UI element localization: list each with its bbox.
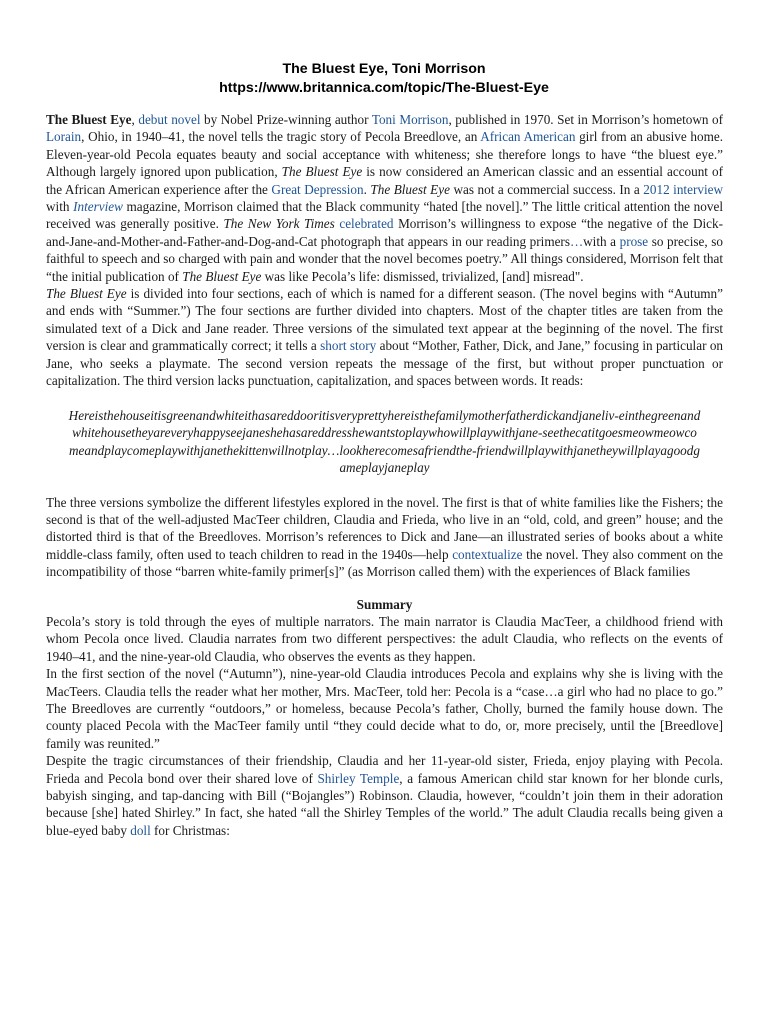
link-2012-interview[interactable]: 2012 interview xyxy=(643,181,723,197)
link-ellipsis[interactable]: … xyxy=(569,233,584,249)
text: The three versions symbolize the different lifestyles explored in the novel. The first is that of white families like the Fishers; the second is that of the well-adjusted MacTeer children, Claudia and Frieda, who live in an “old, cold, and green” house; and the distorted third is that of the Breedloves. Morrison’s references to Dick and Jane—an illustrated series of books about a white middle-class family, often used to teach children to read in the 1940s—help xyxy=(46,494,723,562)
link-interview-magazine[interactable] xyxy=(73,199,123,214)
text: was not a commercial success. In a xyxy=(449,181,644,197)
italic-title: The Bluest Eye xyxy=(370,181,450,197)
page-title: The Bluest Eye, Toni Morrison xyxy=(282,61,486,77)
text: the novel. They also comment on the incompatibility of those “barren white-family primer[s]” (as Morrison called them) with the experiences of Black families xyxy=(46,546,723,580)
primer-quote: Hereisthehouseitisgreenandwhiteithasareddooritisveryprettyhereisthefamilymotherfatherdickandjaneliv-einthegreenandwhitehousetheyareveryhappyseejaneshehasareddresshewantstoplaywhowillplaywithjane-seethecatitgoesmeowmeowcomeandplaycomeplaywithjanethekittenwillnotplay…lookherecomesafriendthe-friendwillplaywithjanetheywillplayagoodgameplayjaneplay xyxy=(68,407,701,475)
link-shirley-temple[interactable]: Shirley Temple xyxy=(317,770,400,786)
text: . xyxy=(363,181,371,197)
text: girl from an abusive home. Eleven-year-old Pecola equates beauty and social acceptance with whiteness; she therefore longs to have “the bluest eye.” Although largely ignored upon publication, xyxy=(46,129,723,180)
link-african-american[interactable]: African American xyxy=(480,129,576,145)
text: , Ohio, in 1940–41, the novel tells the tragic story of Pecola Breedlove, an xyxy=(81,129,481,145)
paragraph-narrators: Pecola’s story is told through the eyes of multiple narrators. The main narrator is Claudia MacTeer, a childhood friend with whom Pecola once lived. Claudia narrates from two different perspectives: the adult Claudia, who reflects on the events of 1940–41, and the nine-year-old Claudia, who observes the events as they happen. xyxy=(46,613,723,664)
paragraph-shirley-temple xyxy=(46,752,723,839)
paragraph-intro xyxy=(46,111,723,285)
link-lorain[interactable]: Lorain xyxy=(46,129,82,145)
paragraph-autumn: In the first section of the novel (“Autumn”), nine-year-old Claudia introduces Pecola and explains why she is living with the MacTeers. Claudia tells the reader what her mother, Mrs. MacTeer, told her: Pecola is a “case…a girl who had no place to go.” The Breedloves are currently “outdoors,” or homeless, because Pecola’s father, Cholly, burned the family house down. The county placed Pecola with the MacTeer family until “they could decide what to do, or, more precisely, until the [Breedlove] family was reunited.” xyxy=(46,666,723,751)
text: magazine, Morrison claimed that the Black community “hated [the novel].” The little critical attention the novel received was generally positive. xyxy=(46,199,723,232)
italic-title: The Bluest Eye xyxy=(182,268,262,284)
text: so precise, so faithful to speech and so charged with pain and wonder that the novel becomes poetry.” All things considered, Morrison felt that “the initial publication of xyxy=(46,233,723,284)
summary-heading: Summary xyxy=(356,596,413,612)
text: with xyxy=(46,199,74,215)
text: Despite the tragic circumstances of their friendship, Claudia and her 11-year-old sister, Frieda, enjoy playing with Pecola. Frieda and Pecola bond over their shared love of xyxy=(46,753,723,786)
italic-title: The Bluest Eye xyxy=(46,286,127,302)
source-url: https://www.britannica.com/topic/The-Bluest-Eye xyxy=(219,80,549,96)
italic-title: The Bluest Eye xyxy=(281,164,363,180)
text: with a xyxy=(583,233,620,249)
link-toni-morrison[interactable]: Toni Morrison xyxy=(371,112,449,127)
italic-title: The New York Times xyxy=(223,216,335,232)
article-body xyxy=(46,111,723,839)
text: for Christmas: xyxy=(150,822,230,838)
link-doll[interactable]: doll xyxy=(130,822,151,838)
text: is now considered an American classic and an essential account of the African American experience after the xyxy=(46,164,723,197)
text: about “Mother, Father, Dick, and Jane,” focusing in particular on Jane, who seeks a playmate. The second version repeats the message of the first, but without proper punctuation or capitalization. The third version lacks punctuation, capitalization, and spaces between words. It reads: xyxy=(46,338,724,389)
italic-link-text: Interview xyxy=(73,199,123,215)
text: Morrison’s willingness to expose “the negative of the Dick-and-Jane-and-Mother-and-Father-and-Dog-and-Cat photograph that appears in our reading primers xyxy=(46,216,724,249)
link-debut-novel[interactable]: debut novel xyxy=(138,112,201,127)
text: , a famous American child star known for her blonde curls, babyish singing, and tap-dancing with Bill (“Bojangles”) Robinson. Claudia, however, “couldn’t join them in their adoration because [she] hated Shirley.” In fact, she hated “all the Shirley Temples of the world.” The adult Claudia recalls being given a blue-eyed baby xyxy=(46,770,723,838)
link-contextualize[interactable]: contextualize xyxy=(452,546,523,562)
text: is divided into four sections, each of which is named for a different season. (The novel begins with “Autumn” and ends with “Summer.”) The four sections are further divided into chapters. Most of the chapter titles are taken from the simulated text of a Dick and Jane reader. Three versions of the simulated text appear at the beginning of the novel. The first version is clear and grammatically correct; it tells a xyxy=(46,286,723,354)
link-prose[interactable]: prose xyxy=(619,233,649,249)
paragraph-versions xyxy=(46,494,723,581)
link-short-story[interactable]: short story xyxy=(320,338,377,354)
text: , published in 1970. Set in Morrison’s hometown of xyxy=(448,112,723,127)
link-great-depression[interactable]: Great Depression xyxy=(271,181,364,197)
paragraph-structure xyxy=(46,285,723,389)
link-celebrated[interactable]: celebrated xyxy=(339,216,394,232)
book-title-bold: The Bluest Eye xyxy=(46,112,132,127)
text: by Nobel Prize-winning author xyxy=(200,112,372,127)
text: , xyxy=(131,112,139,127)
text: was like Pecola’s life: dismissed, trivialized, [and] misread". xyxy=(261,268,584,284)
